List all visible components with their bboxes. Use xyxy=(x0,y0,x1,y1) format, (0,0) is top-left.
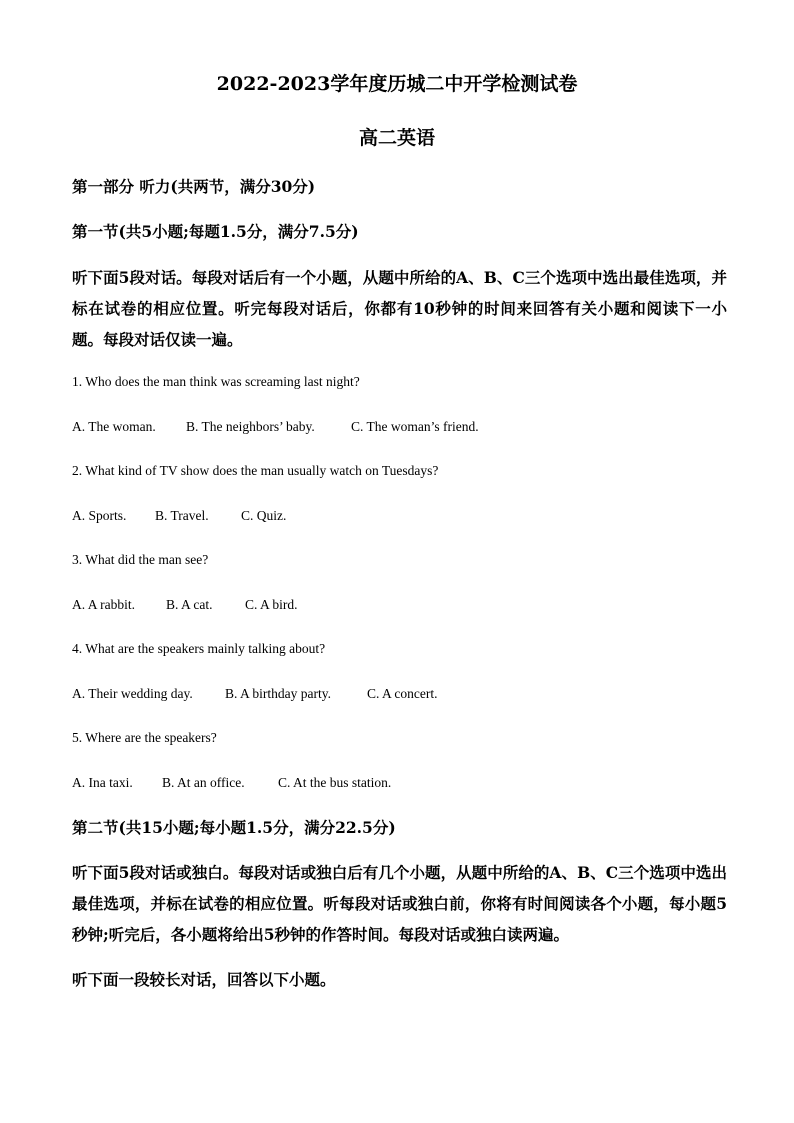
option-c: C. At the bus station. xyxy=(278,775,392,790)
exam-subtitle: 高二英语 xyxy=(358,127,435,149)
option-a: A. Ina taxi. xyxy=(72,775,133,790)
question-5-options xyxy=(72,774,391,792)
option-a: A. Sports. xyxy=(72,508,127,523)
option-b: B. A birthday party. xyxy=(225,686,331,701)
option-b: B. A cat. xyxy=(166,597,213,612)
option-b: B. The neighbors’ baby. xyxy=(186,419,315,434)
option-c: C. The woman’s friend. xyxy=(351,419,479,434)
question-5: 5. Where are the speakers? xyxy=(72,730,217,745)
option-c: C. A concert. xyxy=(367,686,438,701)
option-b: B. At an office. xyxy=(162,775,245,790)
exam-title: 2022-2023学年度历城二中开学检测试卷 xyxy=(216,73,578,95)
option-a: A. A rabbit. xyxy=(72,597,135,612)
section2-instructions: 听下面5段对话或独白。每段对话或独白后有几个小题，从题中所给的A、B、C三个选项中选出最佳选项，并标在试卷的相应位置。听每段对话或独白前，你将有时间阅读各个小题，每小题5秒钟;听完后，各小题将给出5秒钟的作答时间。每段对话或独白读两遍。 xyxy=(72,863,727,944)
section1-heading: 第一节(共5小题;每题1.5分，满分7.5分) xyxy=(72,222,359,241)
section2-lead: 听下面一段较长对话，回答以下小题。 xyxy=(72,970,336,989)
question-4: 4. What are the speakers mainly talking about? xyxy=(72,641,326,656)
question-2: 2. What kind of TV show does the man usually watch on Tuesdays? xyxy=(72,463,439,478)
section2-heading: 第二节(共15小题;每小题1.5分，满分22.5分) xyxy=(72,818,396,837)
question-4-options xyxy=(72,685,438,703)
question-3-options xyxy=(72,596,298,614)
option-a: A. Their wedding day. xyxy=(72,686,193,701)
question-2-options xyxy=(72,507,286,525)
question-1-options xyxy=(72,418,479,436)
question-1: 1. Who does the man think was screaming last night? xyxy=(72,374,360,389)
section1-instructions: 听下面5段对话。每段对话后有一个小题，从题中所给的A、B、C三个选项中选出最佳选项，并标在试卷的相应位置。听完每段对话后，你都有10秒钟的时间来回答有关小题和阅读下一小题。每段对话仅读一遍。 xyxy=(72,268,727,349)
question-3: 3. What did the man see? xyxy=(72,552,209,567)
part1-heading: 第一部分 听力(共两节，满分30分) xyxy=(72,177,316,196)
option-c: C. A bird. xyxy=(245,597,298,612)
option-a: A. The woman. xyxy=(72,419,156,434)
option-b: B. Travel. xyxy=(155,508,209,523)
option-c: C. Quiz. xyxy=(241,508,287,523)
